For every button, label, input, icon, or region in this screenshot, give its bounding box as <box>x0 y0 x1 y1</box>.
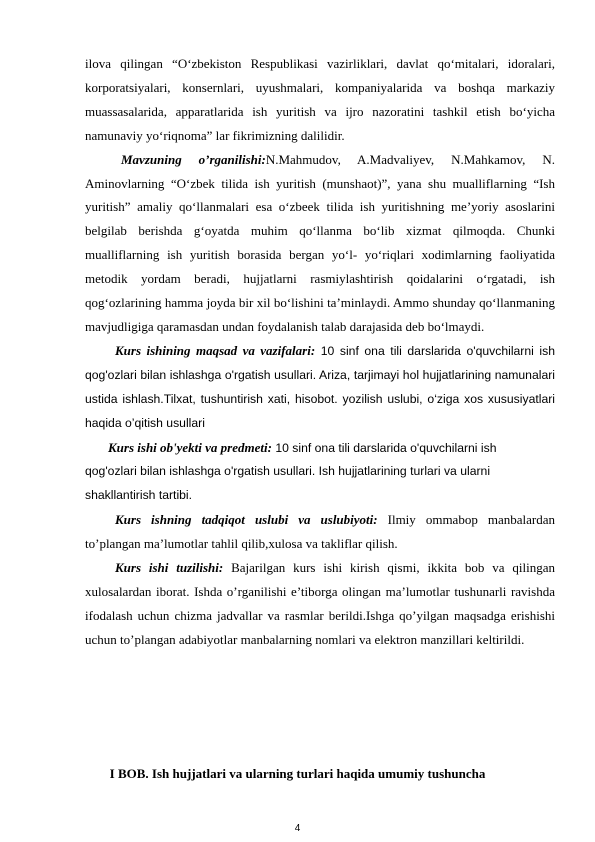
goal-label: Kurs ishining maqsad va vazifalari: <box>115 342 316 358</box>
chapter-heading: I BOB. Ish hujjatlari va ularning turlari haqida umumiy tushuncha <box>109 766 486 781</box>
method-text: Ilmiy ommabop manbalardan to’plangan ma’lumotlar tahlil qilib,xulosa va takliflar qilish. <box>85 512 555 552</box>
method-paragraph <box>85 508 555 556</box>
goal-text: 10 sinf ona tili darslarida o'quvchilarni ish qog'ozlari bilan ishlashga o'rgatish usullari. Ariza, tarjimayi hol hujjatlarining namunalari ustida ishlash.Tilxat, tushuntirish xati, hisobot. yozilish uslubi, o‘ziga xos xususiyatlari haqida o’qitish usullari <box>85 343 555 430</box>
structure-text: Bajarilgan kurs ishi kirish qismi, ikkita bob va qilingan xulosalardan iborat. Ishda o’rganilishi e’tiborga olingan ma’lumotlar tushunarli ravishda ifodalash uchun chizma jadvallar va rasmlar berildi.Ishga qo’yilgan maqsadga erishishi uchun to’plangan adabiyotlar manbalarning nomlari va elektron manzillari keltirildi. <box>85 560 555 647</box>
object-paragraph <box>85 436 555 509</box>
document-body <box>85 52 555 652</box>
goal-paragraph <box>85 339 555 436</box>
object-line-2: qog'ozlari bilan ishlashga o'rgatish usullari. Ish hujjatlarining turlari va ularni <box>85 464 491 479</box>
method-label: Kurs ishning tadqiqot uslubi va uslubiyoti: <box>115 512 378 528</box>
object-text-1: 10 sinf ona tili darslarida o'quvchilarni ish <box>271 440 497 455</box>
structure-paragraph <box>85 556 555 652</box>
page-number: 4 <box>294 823 301 834</box>
study-paragraph <box>85 148 555 339</box>
object-line-1 <box>85 436 555 461</box>
structure-label: Kurs ishi tuzilishi: <box>115 560 224 576</box>
object-label: Kurs ishi ob'yekti va predmeti: <box>108 439 272 455</box>
object-line-3: shakllantirish tartibi. <box>85 488 193 503</box>
study-label: Mavzuning o’rganilishi: <box>121 151 266 167</box>
study-text: N.Mahmudov, A.Madvaliyev, N.Mahkamov, N. Aminovlarning “O‘zbek tilida ish yuritish (munshaot)”, yana shu mualliflarning “Ish yuritish” amaliy qo‘llanmalari esa o‘zbeek tilida ish yuritishning me’yoriy asoslarini belgilab berishda g‘oyatda muhim qo‘llanma bo‘lib xizmat qilmoqda. Chunki mualliflarning ish yuritish borasida bergan yo‘l- yo‘riqlari xodimlarning faoliyatida metodik yordam beradi, hujjatlarni rasmiylashtirish qoidalarini o‘rgatadi, ish qog‘ozlarining hamma joyda bir xil bo‘lishini ta’minlaydi. Ammo shunday qo‘llanmaning mavjudligiga qaramasdan undan foydalanish talab darajasida deb bo‘lmaydi. <box>85 151 555 334</box>
intro-paragraph: ilova qilingan “O‘zbekiston Respublikasi vazirliklari, davlat qo‘mitalari, idoralari, korporatsiyalari, konsernlari, uyushmalari, kompaniyalarida va boshqa markaziy muassasalarida, apparatlarida ish yuritish va ijro nazoratini tashkil etish bo‘yicha namunaviy yo‘riqnoma” lar fikrimizning dalilidir. <box>85 56 555 143</box>
